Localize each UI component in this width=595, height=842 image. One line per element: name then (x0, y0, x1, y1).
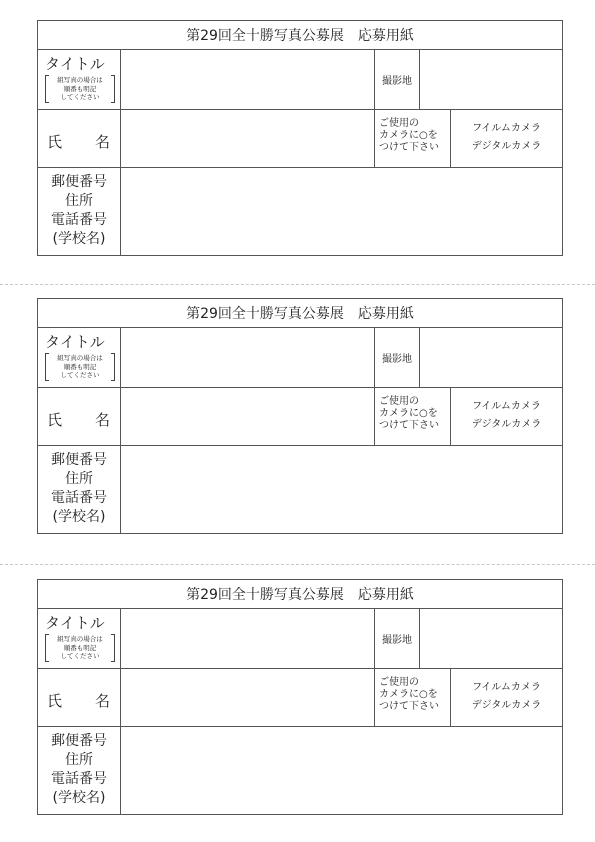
name-row (38, 110, 562, 168)
name-input-field[interactable] (121, 388, 375, 445)
location-label: 撮影地 (375, 609, 420, 668)
cut-line-1 (0, 284, 595, 285)
application-form-1 (37, 20, 563, 256)
option-digital-camera[interactable]: デジタルカメラ (471, 141, 542, 152)
address-label: 郵便番号 住所 電話番号 (学校名) (38, 446, 121, 533)
location-input-field[interactable] (420, 328, 562, 387)
title-label-cell (38, 50, 121, 109)
address-row (38, 727, 562, 814)
title-row (38, 50, 562, 110)
address-input-field[interactable] (121, 727, 562, 814)
address-label: 郵便番号 住所 電話番号 (学校名) (38, 727, 121, 814)
location-input-field[interactable] (420, 50, 562, 109)
location-label: 撮影地 (375, 328, 420, 387)
camera-label: ご使用の カメラに○を つけて下さい (375, 669, 451, 726)
name-row (38, 388, 562, 446)
name-label: 氏 名 (38, 110, 121, 167)
application-form-2 (37, 298, 563, 534)
title-label-cell (38, 609, 121, 668)
name-input-field[interactable] (121, 110, 375, 167)
title-label: タイトル (45, 333, 105, 351)
series-note: 組写真の場合は 順番も明記 してください (45, 353, 115, 381)
title-label: タイトル (45, 55, 105, 73)
application-form-3 (37, 579, 563, 815)
form-title: 第29回全十勝写真公募展 応募用紙 (38, 21, 562, 50)
address-row (38, 168, 562, 255)
title-input-field[interactable] (121, 609, 375, 668)
option-film-camera[interactable]: フイルムカメラ (472, 401, 541, 412)
name-row (38, 669, 562, 727)
series-note: 組写真の場合は 順番も明記 してください (45, 634, 115, 662)
form-title: 第29回全十勝写真公募展 応募用紙 (38, 580, 562, 609)
camera-label: ご使用の カメラに○を つけて下さい (375, 110, 451, 167)
cut-line-2 (0, 564, 595, 565)
option-digital-camera[interactable]: デジタルカメラ (471, 419, 542, 430)
series-note: 組写真の場合は 順番も明記 してください (45, 75, 115, 103)
name-label: 氏 名 (38, 669, 121, 726)
title-input-field[interactable] (121, 50, 375, 109)
camera-options (451, 110, 562, 167)
title-label-cell (38, 328, 121, 387)
form-title: 第29回全十勝写真公募展 応募用紙 (38, 299, 562, 328)
title-row (38, 609, 562, 669)
name-input-field[interactable] (121, 669, 375, 726)
address-row (38, 446, 562, 533)
option-film-camera[interactable]: フイルムカメラ (472, 123, 541, 134)
location-label: 撮影地 (375, 50, 420, 109)
camera-label: ご使用の カメラに○を つけて下さい (375, 388, 451, 445)
camera-options (451, 669, 562, 726)
title-row (38, 328, 562, 388)
title-input-field[interactable] (121, 328, 375, 387)
title-label: タイトル (45, 614, 105, 632)
name-label: 氏 名 (38, 388, 121, 445)
camera-options (451, 388, 562, 445)
address-input-field[interactable] (121, 446, 562, 533)
address-input-field[interactable] (121, 168, 562, 255)
option-digital-camera[interactable]: デジタルカメラ (471, 700, 542, 711)
address-label: 郵便番号 住所 電話番号 (学校名) (38, 168, 121, 255)
location-input-field[interactable] (420, 609, 562, 668)
option-film-camera[interactable]: フイルムカメラ (472, 682, 541, 693)
